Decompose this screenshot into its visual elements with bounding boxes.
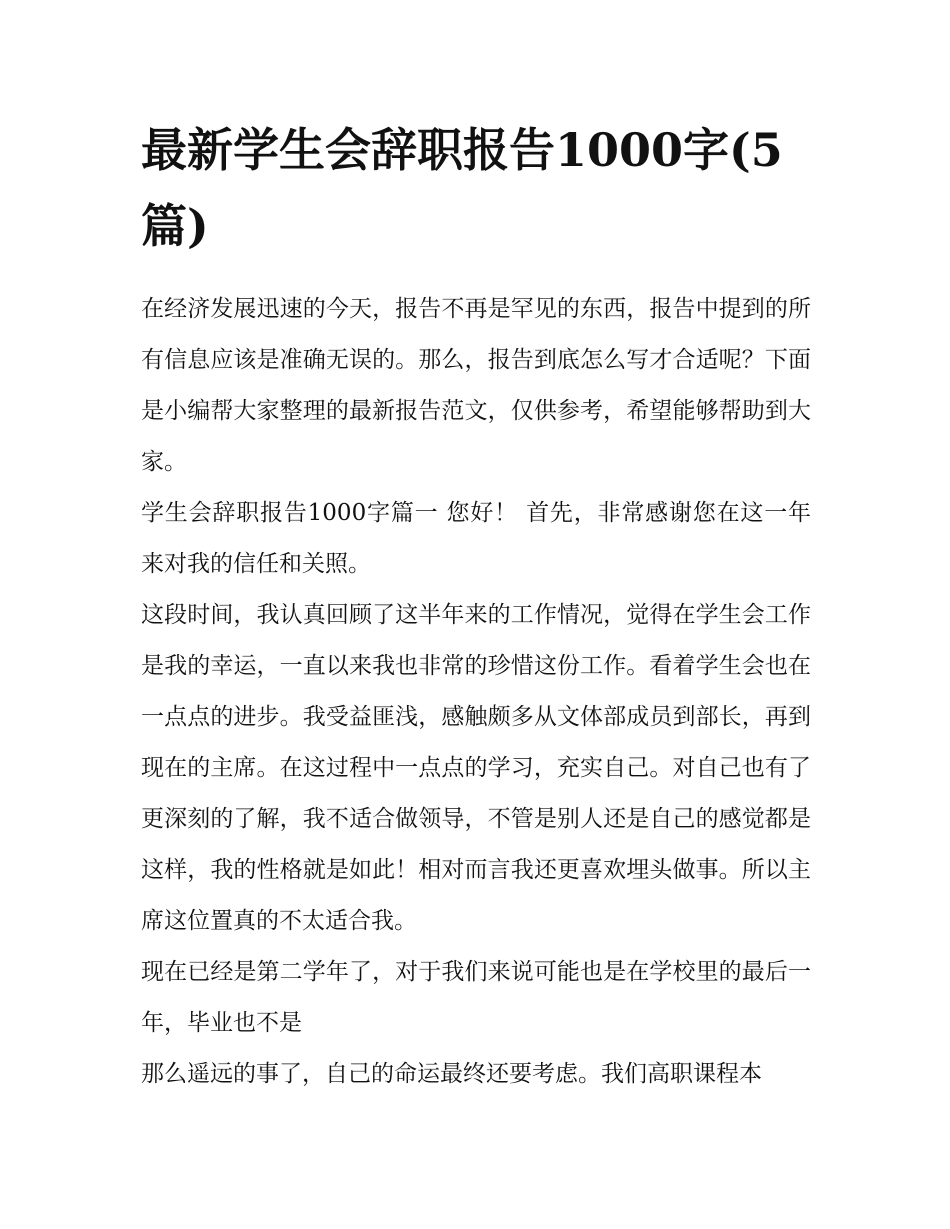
paragraph-greeting: 学生会辞职报告1000字篇一 您好！ 首先，非常感谢您在这一年来对我的信任和关照。	[141, 500, 811, 577]
paragraph-intro: 在经济发展迅速的今天，报告不再是罕见的东西，报告中提到的所有信息应该是准确无误的。那么，报告到底怎么写才合适呢？下面是小编帮大家整理的最新报告范文，仅供参考，希望能够帮助到大家。	[141, 296, 811, 475]
paragraph-body-1: 这段时间，我认真回顾了这半年来的工作情况，觉得在学生会工作是我的幸运，一直以来我也非常的珍惜这份工作。看着学生会也在一点点的进步。我受益匪浅，感触颇多从文体部成员到部长，再到现在的主席。在这过程中一点点的学习，充实自己。对自己也有了更深刻的了解，我不适合做领导，不管是别人还是自己的感觉都是这样，我的性格就是如此！相对而言我还更喜欢埋头做事。所以主席这位置真的不太适合我。	[141, 602, 811, 934]
document-title: 最新学生会辞职报告1000字(5篇)	[141, 123, 783, 253]
paragraph-body-2: 现在已经是第二学年了，对于我们来说可能也是在学校里的最后一年，毕业也不是	[141, 959, 811, 1036]
paragraph-body-3: 那么遥远的事了，自己的命运最终还要考虑。我们高职课程本	[141, 1061, 762, 1087]
document-page	[141, 112, 811, 1100]
